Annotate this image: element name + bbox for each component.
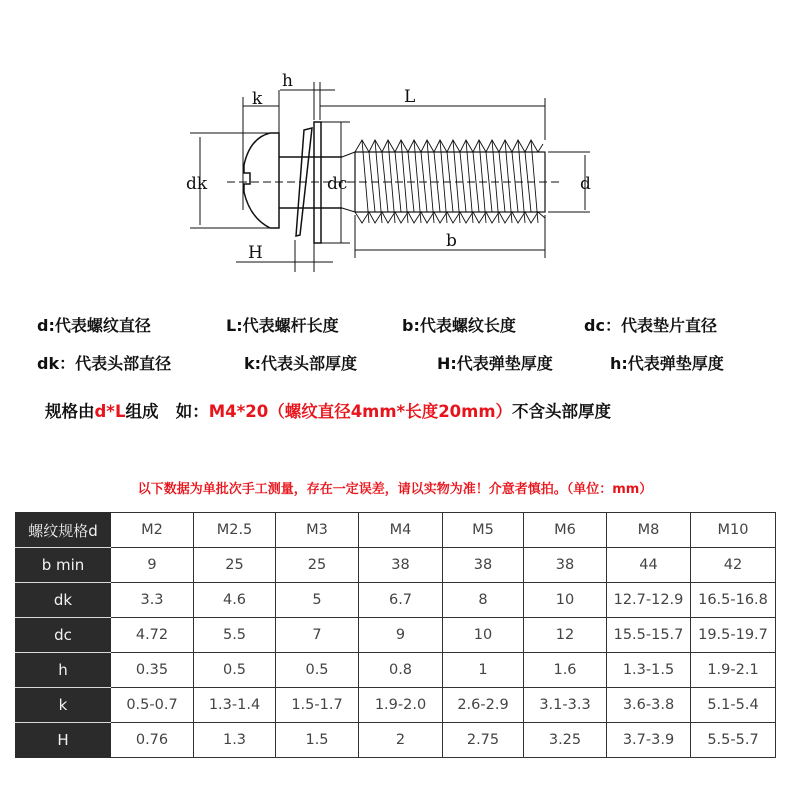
- row-header: h: [16, 653, 111, 688]
- column-header: M3: [276, 513, 359, 548]
- table-cell: 1.3: [194, 723, 276, 758]
- legend-row-1: [0, 313, 790, 339]
- table-cell: 1.5: [276, 723, 359, 758]
- legend-dc: dc：代表垫片直径: [584, 316, 717, 335]
- label-b: b: [446, 231, 457, 251]
- corner-header: 螺纹规格d: [16, 513, 111, 548]
- table-cell: 6.7: [359, 583, 443, 618]
- spec-middle: 组成 如：: [125, 402, 209, 421]
- table-row: [16, 688, 776, 723]
- spec-prefix: 规格由: [45, 402, 95, 421]
- table-cell: 5.5-5.7: [691, 723, 776, 758]
- table-row: [16, 548, 776, 583]
- column-header: M10: [691, 513, 776, 548]
- table-cell: 15.5-15.7: [607, 618, 691, 653]
- table-cell: 0.5: [276, 653, 359, 688]
- table-cell: 3.1-3.3: [524, 688, 607, 723]
- label-h: h: [282, 71, 293, 91]
- table-cell: 44: [607, 548, 691, 583]
- table-cell: 12: [524, 618, 607, 653]
- screw-dimension-diagram: [170, 60, 620, 280]
- spec-suffix: 不含头部厚度: [512, 402, 612, 421]
- table-cell: 38: [524, 548, 607, 583]
- table-cell: 10: [443, 618, 524, 653]
- table-cell: 12.7-12.9: [607, 583, 691, 618]
- column-header: M5: [443, 513, 524, 548]
- table-cell: 8: [443, 583, 524, 618]
- table-cell: 1.6: [524, 653, 607, 688]
- column-header: M8: [607, 513, 691, 548]
- legend-b: b:代表螺纹长度: [402, 316, 516, 335]
- legend-H: H:代表弹垫厚度: [437, 354, 553, 373]
- table-cell: 1.5-1.7: [276, 688, 359, 723]
- table-cell: 0.8: [359, 653, 443, 688]
- screw-drawing: [170, 60, 620, 280]
- row-header: dk: [16, 583, 111, 618]
- spec-formula: d*L: [94, 402, 126, 421]
- table-cell: 0.5-0.7: [111, 688, 194, 723]
- legend-k: k:代表头部厚度: [244, 354, 358, 373]
- table-row: [16, 723, 776, 758]
- column-header: M2.5: [194, 513, 276, 548]
- table-cell: 2: [359, 723, 443, 758]
- table-cell: 38: [359, 548, 443, 583]
- table-cell: 3.3: [111, 583, 194, 618]
- table-cell: 1.3-1.5: [607, 653, 691, 688]
- row-header: k: [16, 688, 111, 723]
- table-cell: 10: [524, 583, 607, 618]
- row-header: H: [16, 723, 111, 758]
- row-header: dc: [16, 618, 111, 653]
- table-cell: 4.6: [194, 583, 276, 618]
- spec-table: [15, 512, 776, 758]
- table-cell: 5.5: [194, 618, 276, 653]
- table-cell: 19.5-19.7: [691, 618, 776, 653]
- label-dc: dc: [327, 174, 348, 194]
- table-cell: 3.25: [524, 723, 607, 758]
- label-L: L: [404, 87, 416, 107]
- spec-example: M4*20（螺纹直径4mm*长度20mm）: [208, 402, 513, 421]
- column-header: M2: [111, 513, 194, 548]
- table-cell: 1: [443, 653, 524, 688]
- legend-h: h:代表弹垫厚度: [610, 354, 724, 373]
- legend-L: L:代表螺杆长度: [226, 316, 339, 335]
- table-row: [16, 583, 776, 618]
- column-header: M6: [524, 513, 607, 548]
- spec-format-note: [45, 398, 611, 422]
- label-d: d: [580, 174, 591, 194]
- table-cell: 7: [276, 618, 359, 653]
- column-header: M4: [359, 513, 443, 548]
- table-cell: 1.9-2.0: [359, 688, 443, 723]
- table-cell: 9: [359, 618, 443, 653]
- table-cell: 16.5-16.8: [691, 583, 776, 618]
- table-cell: 3.6-3.8: [607, 688, 691, 723]
- table-cell: 3.7-3.9: [607, 723, 691, 758]
- table-cell: 0.35: [111, 653, 194, 688]
- table-cell: 38: [443, 548, 524, 583]
- label-dk: dk: [186, 174, 208, 194]
- table-cell: 4.72: [111, 618, 194, 653]
- table-row: [16, 618, 776, 653]
- legend-dk: dk：代表头部直径: [37, 354, 172, 373]
- label-k: k: [252, 89, 263, 109]
- table-cell: 0.5: [194, 653, 276, 688]
- table-cell: 5: [276, 583, 359, 618]
- table-cell: 9: [111, 548, 194, 583]
- table-cell: 5.1-5.4: [691, 688, 776, 723]
- row-header: b min: [16, 548, 111, 583]
- label-H: H: [248, 243, 263, 263]
- table-cell: 25: [276, 548, 359, 583]
- measurement-notice: 以下数据为单批次手工测量，存在一定误差，请以实物为准！介意者慎拍。（单位：mm）: [137, 482, 653, 497]
- legend-row-2: [0, 351, 790, 377]
- table-cell: 25: [194, 548, 276, 583]
- table-cell: 1.9-2.1: [691, 653, 776, 688]
- table-row: [16, 653, 776, 688]
- table-cell: 2.6-2.9: [443, 688, 524, 723]
- table-header-row: [16, 513, 776, 548]
- table-cell: 1.3-1.4: [194, 688, 276, 723]
- legend-d: d:代表螺纹直径: [37, 316, 151, 335]
- table-cell: 42: [691, 548, 776, 583]
- table-cell: 0.76: [111, 723, 194, 758]
- table-cell: 2.75: [443, 723, 524, 758]
